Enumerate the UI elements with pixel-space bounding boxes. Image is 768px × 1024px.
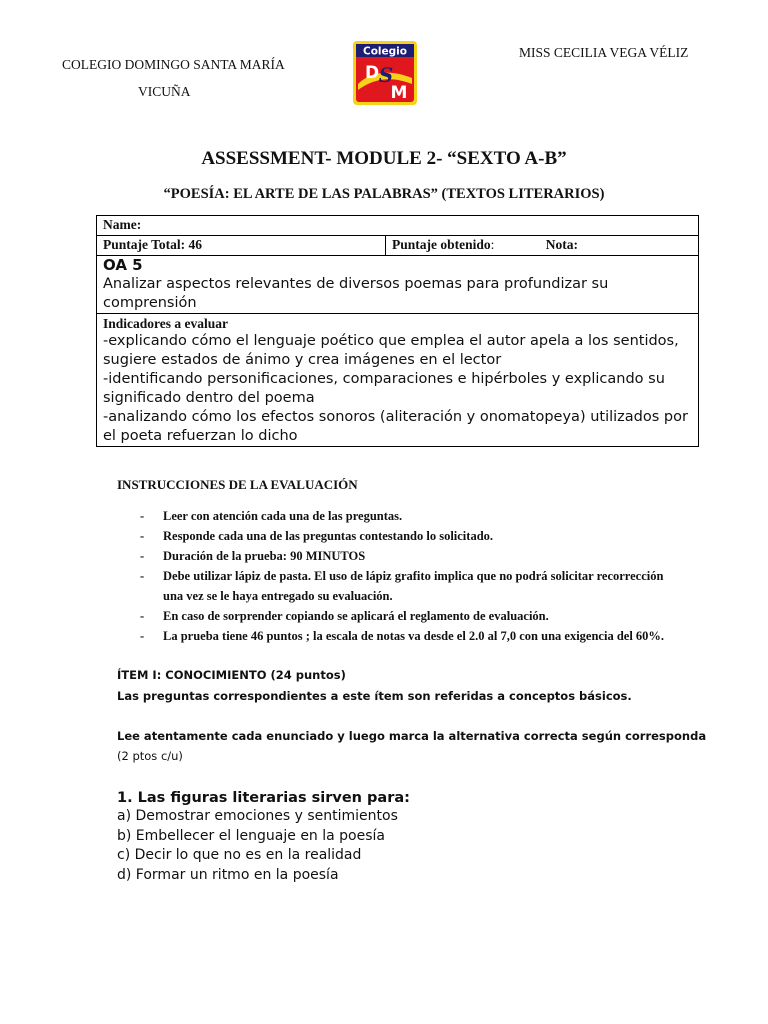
school-name: COLEGIO DOMINGO SANTA MARÍA [62,57,285,72]
obtained-score-label: Puntaje obtenido [392,237,491,252]
instruction-item: - Responde cada una de las preguntas contestando lo solicitado. [140,526,680,546]
page-subtitle: “POESÍA: EL ARTE DE LAS PALABRAS” (TEXTOS LITERARIOS) [163,186,605,202]
indicator-item: -explicando cómo el lenguaje poético que emplea el autor apela a los sentidos, sugiere estados de ánimo y crea imágenes en el lector [103,333,679,368]
school-town: VICUÑA [138,84,191,99]
indicators-title: Indicadores a evaluar [103,316,229,331]
item-direction: Lee atentamente cada enunciado y luego marca la alternativa correcta según corresponda [117,729,707,743]
question-options [117,807,398,885]
objective-cell [97,256,699,314]
indicator-item: -analizando cómo los efectos sonoros (aliteración y onomatopeya) utilizados por el poeta refuerzan lo dicho [103,409,688,444]
svg-text:D: D [364,63,380,83]
answer-option-a[interactable]: a) Demostrar emociones y sentimientos [117,808,398,824]
item-description: Las preguntas correspondientes a este ítem son referidas a conceptos básicos. [117,689,632,703]
instruction-item: - En caso de sorprender copiando se aplicará el reglamento de evaluación. [140,606,680,626]
indicator-item: -identificando personificaciones, comparaciones e hipérboles y explicando su significado dentro del poema [103,371,665,406]
answer-option-b[interactable]: b) Embellecer el lenguaje en la poesía [117,827,385,844]
info-table [96,215,699,447]
grade-label: Nota: [545,237,579,252]
total-score-label: Puntaje Total: 46 [103,237,203,252]
teacher-name: MISS CECILIA VEGA VÉLIZ [519,45,689,60]
logo-top-word: Colegio [363,45,407,58]
instruction-item: - Leer con atención cada una de las preguntas. [140,506,680,526]
objective-text: Analizar aspectos relevantes de diversos poemas para profundizar su comprensión [103,276,609,311]
total-score-cell [97,236,386,256]
instructions-heading: INSTRUCCIONES DE LA EVALUACIÓN [117,477,358,492]
instructions-list [140,506,680,646]
obtained-score-cell[interactable] [386,236,699,256]
name-cell[interactable] [97,216,699,236]
answer-option-d[interactable]: d) Formar un ritmo en la poesía [117,866,339,883]
name-label: Name: [103,217,142,232]
indicators-cell [97,314,699,447]
instruction-item: - La prueba tiene 46 puntos ; la escala de notas va desde el 2.0 al 7,0 con una exigencia del 60%. [140,626,680,646]
svg-text:S: S [378,63,394,87]
item-points: (2 ptos c/u) [117,749,183,763]
instruction-item: - Duración de la prueba: 90 MINUTOS [140,546,680,566]
page-title: ASSESSMENT- MODULE 2- “SEXTO A-B” [201,148,567,169]
svg-text:M: M [390,83,408,103]
school-logo [352,40,418,106]
question-prompt: 1. Las figuras literarias sirven para: [117,790,410,806]
answer-option-c[interactable]: c) Decir lo que no es en la realidad [117,847,362,863]
instruction-item: - Debe utilizar lápiz de pasta. El uso de lápiz grafito implica que no podrá solicitar recorrección una vez se le haya entregado su evaluación. [140,566,680,606]
item-heading: ÍTEM I: CONOCIMIENTO (24 puntos) [117,668,346,682]
obtained-score-colon: : [490,237,495,252]
objective-title: OA 5 [103,256,143,274]
